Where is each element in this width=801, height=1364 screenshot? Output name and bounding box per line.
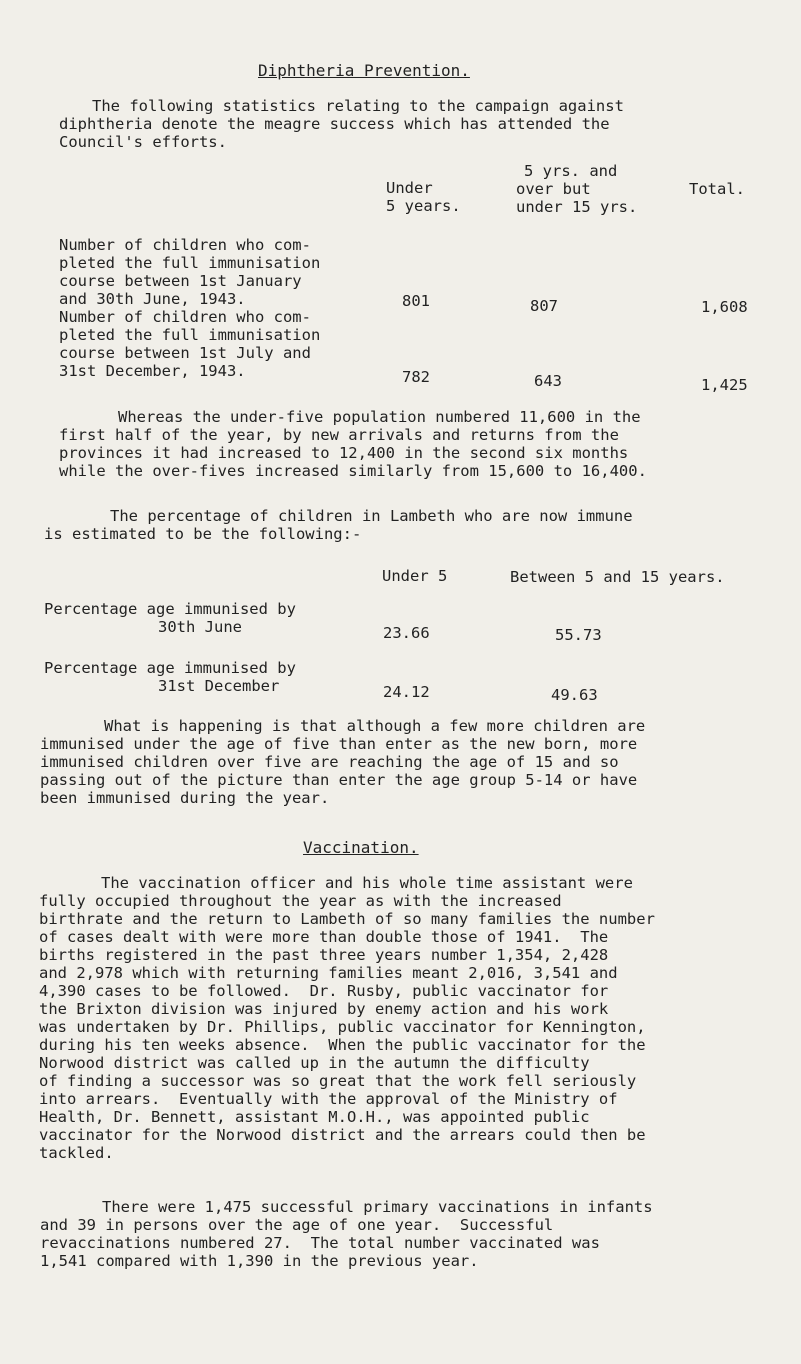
table1-header-total: Total. bbox=[689, 180, 745, 198]
table2-header-under5: Under 5 bbox=[382, 567, 448, 585]
population-line-1: Whereas the under-five population numbered 11,600 in the bbox=[118, 408, 641, 426]
table1-row2-label-3: course between 1st July and bbox=[59, 344, 311, 362]
vaccination-line-16: tackled. bbox=[39, 1144, 114, 1162]
vaccination-line-6: and 2,978 which with returning families meant 2,016, 3,541 and bbox=[39, 964, 618, 982]
vaccination-line-9: was undertaken by Dr. Phillips, public vaccinator for Kennington, bbox=[39, 1018, 646, 1036]
table1-header-under5-line2: 5 years. bbox=[386, 197, 461, 215]
table2-row1-label-1: Percentage age immunised by bbox=[44, 600, 296, 618]
vaccination-line-11: Norwood district was called up in the autumn the difficulty bbox=[39, 1054, 590, 1072]
table1-row1-label-3: course between 1st January bbox=[59, 272, 302, 290]
table1-row1-under5: 801 bbox=[402, 292, 430, 310]
vaccination-line-12: of finding a successor was so great that the work fell seriously bbox=[39, 1072, 637, 1090]
happening-line-3: immunised children over five are reaching the age of 15 and so bbox=[40, 753, 619, 771]
final-line-1: There were 1,475 successful primary vaccinations in infants bbox=[102, 1198, 653, 1216]
table1-header-age-line1: 5 yrs. and bbox=[524, 162, 618, 180]
intro-line-2: diphtheria denote the meagre success which has attended the bbox=[59, 115, 610, 133]
table1-row1-label-4: and 30th June, 1943. bbox=[59, 290, 246, 308]
vaccination-line-10: during his ten weeks absence. When the public vaccinator for the bbox=[39, 1036, 646, 1054]
table1-row2-total: 1,425 bbox=[701, 376, 748, 394]
vaccination-line-4: of cases dealt with were more than double those of 1941. The bbox=[39, 928, 609, 946]
table1-row1-total: 1,608 bbox=[701, 298, 748, 316]
vaccination-title: Vaccination. bbox=[303, 838, 419, 857]
table1-row1-label-2: pleted the full immunisation bbox=[59, 254, 321, 272]
table2-row2-label-1: Percentage age immunised by bbox=[44, 659, 296, 677]
vaccination-line-5: births registered in the past three years number 1,354, 2,428 bbox=[39, 946, 609, 964]
table1-row2-under5: 782 bbox=[402, 368, 430, 386]
table1-row2-age5to15: 643 bbox=[534, 372, 562, 390]
table2-row1-under5: 23.66 bbox=[383, 624, 430, 642]
vaccination-line-3: birthrate and the return to Lambeth of so many families the number bbox=[39, 910, 655, 928]
intro-line-3: Council's efforts. bbox=[59, 133, 227, 151]
table1-row2-label-2: pleted the full immunisation bbox=[59, 326, 321, 344]
vaccination-line-8: the Brixton division was injured by enemy action and his work bbox=[39, 1000, 609, 1018]
table1-header-age-line3: under 15 yrs. bbox=[516, 198, 638, 216]
happening-line-4: passing out of the picture than enter the age group 5-14 or have bbox=[40, 771, 638, 789]
final-line-2: and 39 in persons over the age of one year. Successful bbox=[40, 1216, 554, 1234]
vaccination-line-13: into arrears. Eventually with the approval of the Ministry of bbox=[39, 1090, 618, 1108]
table2-row2-under5: 24.12 bbox=[383, 683, 430, 701]
table2-row2-between: 49.63 bbox=[551, 686, 598, 704]
table1-row2-label-4: 31st December, 1943. bbox=[59, 362, 246, 380]
population-line-2: first half of the year, by new arrivals and returns from the bbox=[59, 426, 619, 444]
happening-line-2: immunised under the age of five than enter as the new born, more bbox=[40, 735, 638, 753]
happening-line-5: been immunised during the year. bbox=[40, 789, 330, 807]
final-line-3: revaccinations numbered 27. The total number vaccinated was bbox=[40, 1234, 600, 1252]
table1-header-age-line2: over but bbox=[516, 180, 591, 198]
percentage-line-1: The percentage of children in Lambeth who are now immune bbox=[110, 507, 633, 525]
table1-row2-label-1: Number of children who com- bbox=[59, 308, 311, 326]
table2-row1-label-2: 30th June bbox=[158, 618, 242, 636]
vaccination-line-1: The vaccination officer and his whole time assistant were bbox=[101, 874, 633, 892]
population-line-3: provinces it had increased to 12,400 in the second six months bbox=[59, 444, 629, 462]
table1-header-under5-line1: Under bbox=[386, 179, 433, 197]
table1-row1-age5to15: 807 bbox=[530, 297, 558, 315]
final-line-4: 1,541 compared with 1,390 in the previous year. bbox=[40, 1252, 479, 1270]
page-title: Diphtheria Prevention. bbox=[258, 61, 470, 80]
vaccination-line-14: Health, Dr. Bennett, assistant M.O.H., was appointed public bbox=[39, 1108, 590, 1126]
vaccination-line-7: 4,390 cases to be followed. Dr. Rusby, public vaccinator for bbox=[39, 982, 609, 1000]
percentage-line-2: is estimated to be the following:- bbox=[44, 525, 362, 543]
table2-row1-between: 55.73 bbox=[555, 626, 602, 644]
table2-header-between: Between 5 and 15 years. bbox=[510, 568, 725, 586]
population-line-4: while the over-fives increased similarly from 15,600 to 16,400. bbox=[59, 462, 647, 480]
table2-row2-label-2: 31st December bbox=[158, 677, 280, 695]
happening-line-1: What is happening is that although a few more children are bbox=[104, 717, 646, 735]
vaccination-line-2: fully occupied throughout the year as with the increased bbox=[39, 892, 562, 910]
intro-line-1: The following statistics relating to the campaign against bbox=[92, 97, 624, 115]
vaccination-line-15: vaccinator for the Norwood district and the arrears could then be bbox=[39, 1126, 646, 1144]
table1-row1-label-1: Number of children who com- bbox=[59, 236, 311, 254]
